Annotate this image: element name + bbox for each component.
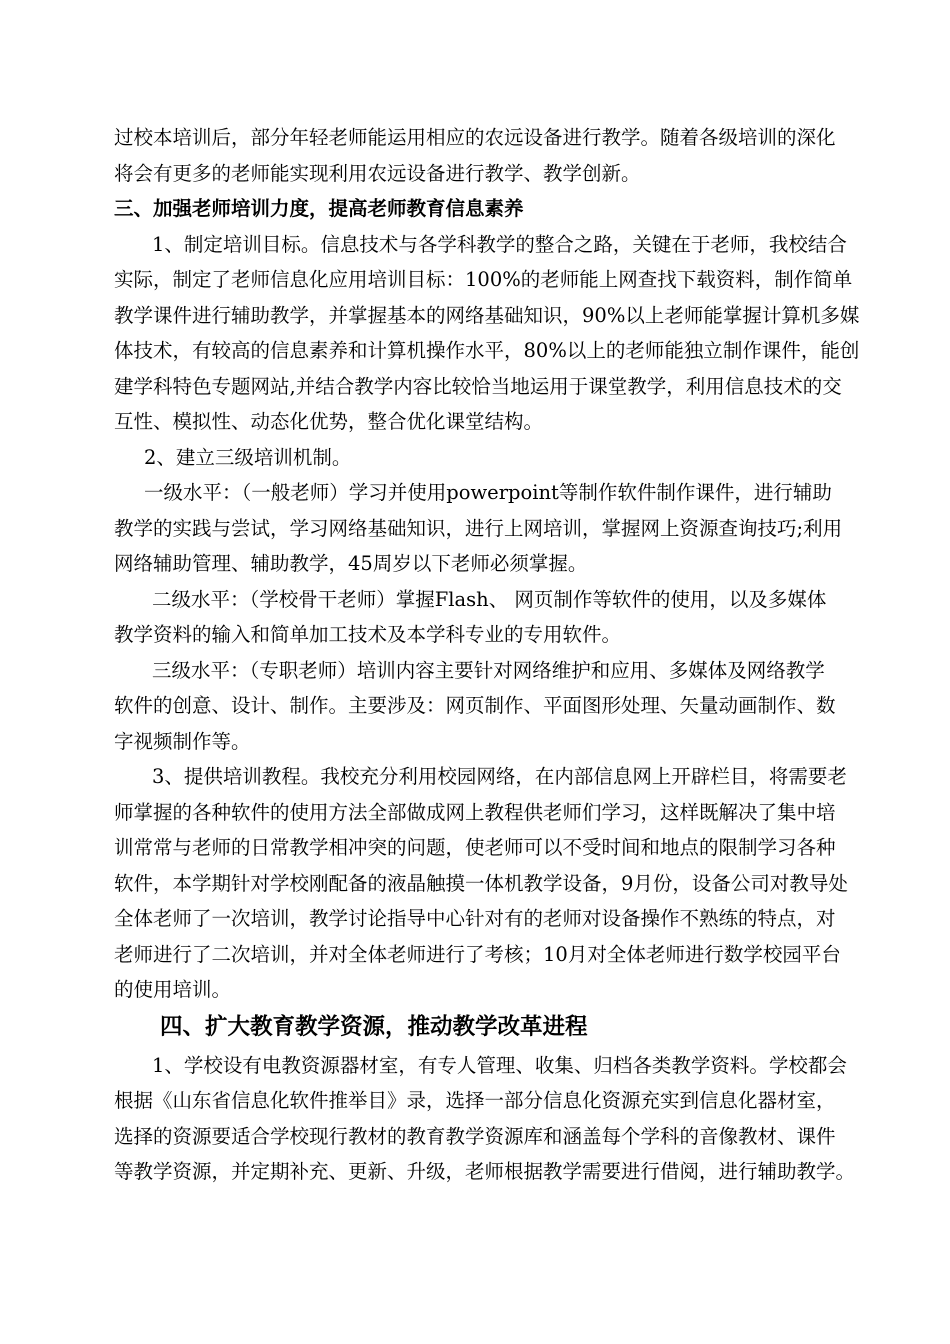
paragraph-line: 2、建立三级培训机制。	[144, 445, 352, 469]
paragraph-line: 建学科特色专题网站,并结合教学内容比较恰当地运用于课堂教学，利用信息技术的交	[114, 374, 842, 398]
paragraph-line: 一级水平：（一般老师）学习并使用powerpoint等制作软件制作课件，进行辅助	[144, 481, 832, 504]
section-heading-3: 三、加强老师培训力度，提高老师教育信息素养	[114, 197, 524, 220]
paragraph-line: 字视频制作等。	[114, 729, 251, 753]
paragraph-line: 软件的创意、设计、制作。主要涉及：网页制作、平面图形处理、矢量动画制作、数	[114, 694, 836, 717]
section-heading-4: 四、扩大教育教学资源，推动教学改革进程	[160, 1013, 588, 1040]
paragraph-line: 体技术，有较高的信息素养和计算机操作水平，80%以上的老师能独立制作课件，能创	[114, 339, 860, 362]
paragraph-line: 软件，本学期针对学校刚配备的液晶触摸一体机教学设备，9月份，设备公司对教导处	[114, 871, 848, 895]
paragraph-line: 教学的实践与尝试，学习网络基础知识，进行上网培训，掌握网上资源查询技巧;利用	[114, 516, 843, 540]
paragraph-line: 训常常与老师的日常教学相冲突的问题，使老师可以不受时间和地点的限制学习各种	[114, 836, 836, 859]
paragraph-line: 1、制定培训目标。信息技术与各学科教学的整合之路，关键在于老师，我校结合	[152, 232, 847, 256]
paragraph-line: 3、提供培训教程。我校充分利用校园网络，在内部信息网上开辟栏目，将需要老	[152, 765, 847, 788]
paragraph-line: 师掌握的各种软件的使用方法全部做成网上教程供老师们学习，这样既解决了集中培	[114, 800, 836, 824]
paragraph-line: 二级水平：（学校骨干老师）掌握Flash、 网页制作等软件的使用，以及多媒体	[152, 587, 827, 611]
paragraph-line: 互性、模拟性、动态化优势，整合优化课堂结构。	[114, 410, 544, 433]
paragraph-line: 的使用培训。	[114, 978, 232, 1001]
paragraph-line: 将会有更多的老师能实现利用农远设备进行教学、教学创新。	[114, 161, 641, 185]
paragraph-line: 网络辅助管理、辅助教学，45周岁以下老师必须掌握。	[114, 552, 588, 575]
paragraph-line: 1、学校设有电教资源器材室，有专人管理、收集、归档各类教学资料。学校都会	[152, 1053, 847, 1077]
paragraph-line: 过校本培训后，部分年轻老师能运用相应的农远设备进行教学。随着各级培训的深化	[114, 126, 836, 149]
paragraph-line: 等教学资源，并定期补充、更新、升级，老师根据教学需要进行借阅，进行辅助教学。	[114, 1160, 856, 1183]
paragraph-line: 三级水平：（专职老师）培训内容主要针对网络维护和应用、多媒体及网络教学	[152, 658, 825, 682]
paragraph-line: 实际，制定了老师信息化应用培训目标：100%的老师能上网查找下载资料，制作简单	[114, 268, 853, 291]
paragraph-line: 教学资料的输入和简单加工技术及本学科专业的专用软件。	[114, 623, 622, 646]
document-body	[114, 120, 860, 1190]
paragraph-line: 老师进行了二次培训，并对全体老师进行了考核；10月对全体老师进行数学校园平台	[114, 942, 841, 966]
paragraph-line: 全体老师了一次培训，教学讨论指导中心针对有的老师对设备操作不熟练的特点，对	[114, 907, 836, 930]
paragraph-line: 选择的资源要适合学校现行教材的教育教学资源库和涵盖每个学科的音像教材、课件	[114, 1124, 836, 1148]
paragraph-line: 教学课件进行辅助教学，并掌握基本的网络基础知识，90%以上老师能掌握计算机多媒	[114, 303, 860, 327]
paragraph-line: 根据《山东省信息化软件推举目》录，选择一部分信息化资源充实到信息化器材室，	[114, 1089, 836, 1112]
